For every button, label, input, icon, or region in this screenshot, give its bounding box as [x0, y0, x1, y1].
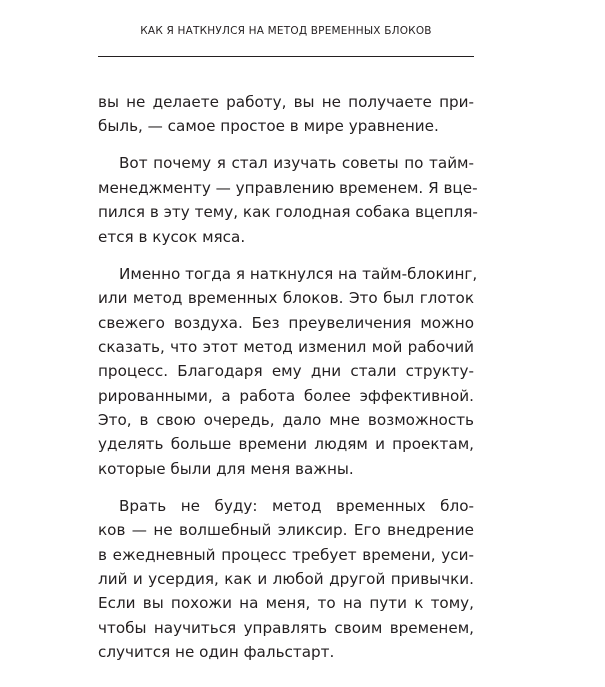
text-line: в ежедневный процесс требует времени, уси- — [98, 545, 474, 564]
text-line: уделять больше времени людям и проектам, — [98, 435, 474, 454]
text-line: свежего воздуха. Без преувеличения можно — [98, 313, 474, 332]
text-line: которые были для меня важны. — [98, 459, 354, 478]
text-line: процесс. Благодаря ему дни стали структу- — [98, 362, 474, 381]
paragraph-3 — [98, 262, 478, 482]
text-line: ков — не волшебный эликсир. Его внедрение — [98, 521, 474, 540]
text-line: быль, — самое простое в мире уравнение. — [98, 117, 439, 136]
text-line: лий и усердия, как и любой другой привычки. — [98, 570, 474, 589]
text-line: пился в эту тему, как голодная собака вцепля- — [98, 203, 478, 222]
text-line: сказать, что этот метод изменил мой рабочий — [98, 337, 474, 356]
text-line: Врать не буду: метод временных бло- — [119, 496, 474, 515]
text-line: рированными, а работа более эффективной. — [98, 386, 474, 405]
body-text — [98, 90, 478, 665]
text-line: Если вы похожи на меня, то на пути к тому, — [98, 594, 474, 613]
text-line: ется в кусок мяса. — [98, 227, 246, 246]
paragraph-4 — [98, 494, 474, 665]
paragraph-2 — [98, 151, 478, 249]
text-line: или метод временных блоков. Это был глоток — [98, 289, 474, 308]
text-line: Вот почему я стал изучать советы по тайм- — [119, 154, 474, 173]
text-line: Именно тогда я наткнулся на тайм-блокинг, — [119, 264, 478, 283]
paragraph-1 — [98, 90, 474, 139]
text-line: случится не один фальстарт. — [98, 643, 335, 662]
text-line: вы не делаете работу, вы не получаете при- — [98, 93, 474, 111]
running-head: КАК Я НАТКНУЛСЯ НА МЕТОД ВРЕМЕННЫХ БЛОКОВ — [140, 25, 432, 37]
text-line: менеджменту — управлению временем. Я вце- — [98, 178, 478, 197]
text-line: Это, в свою очередь, дало мне возможность — [98, 411, 474, 430]
text-line: чтобы научиться управлять своим временем, — [98, 618, 474, 637]
header-rule — [98, 56, 474, 57]
